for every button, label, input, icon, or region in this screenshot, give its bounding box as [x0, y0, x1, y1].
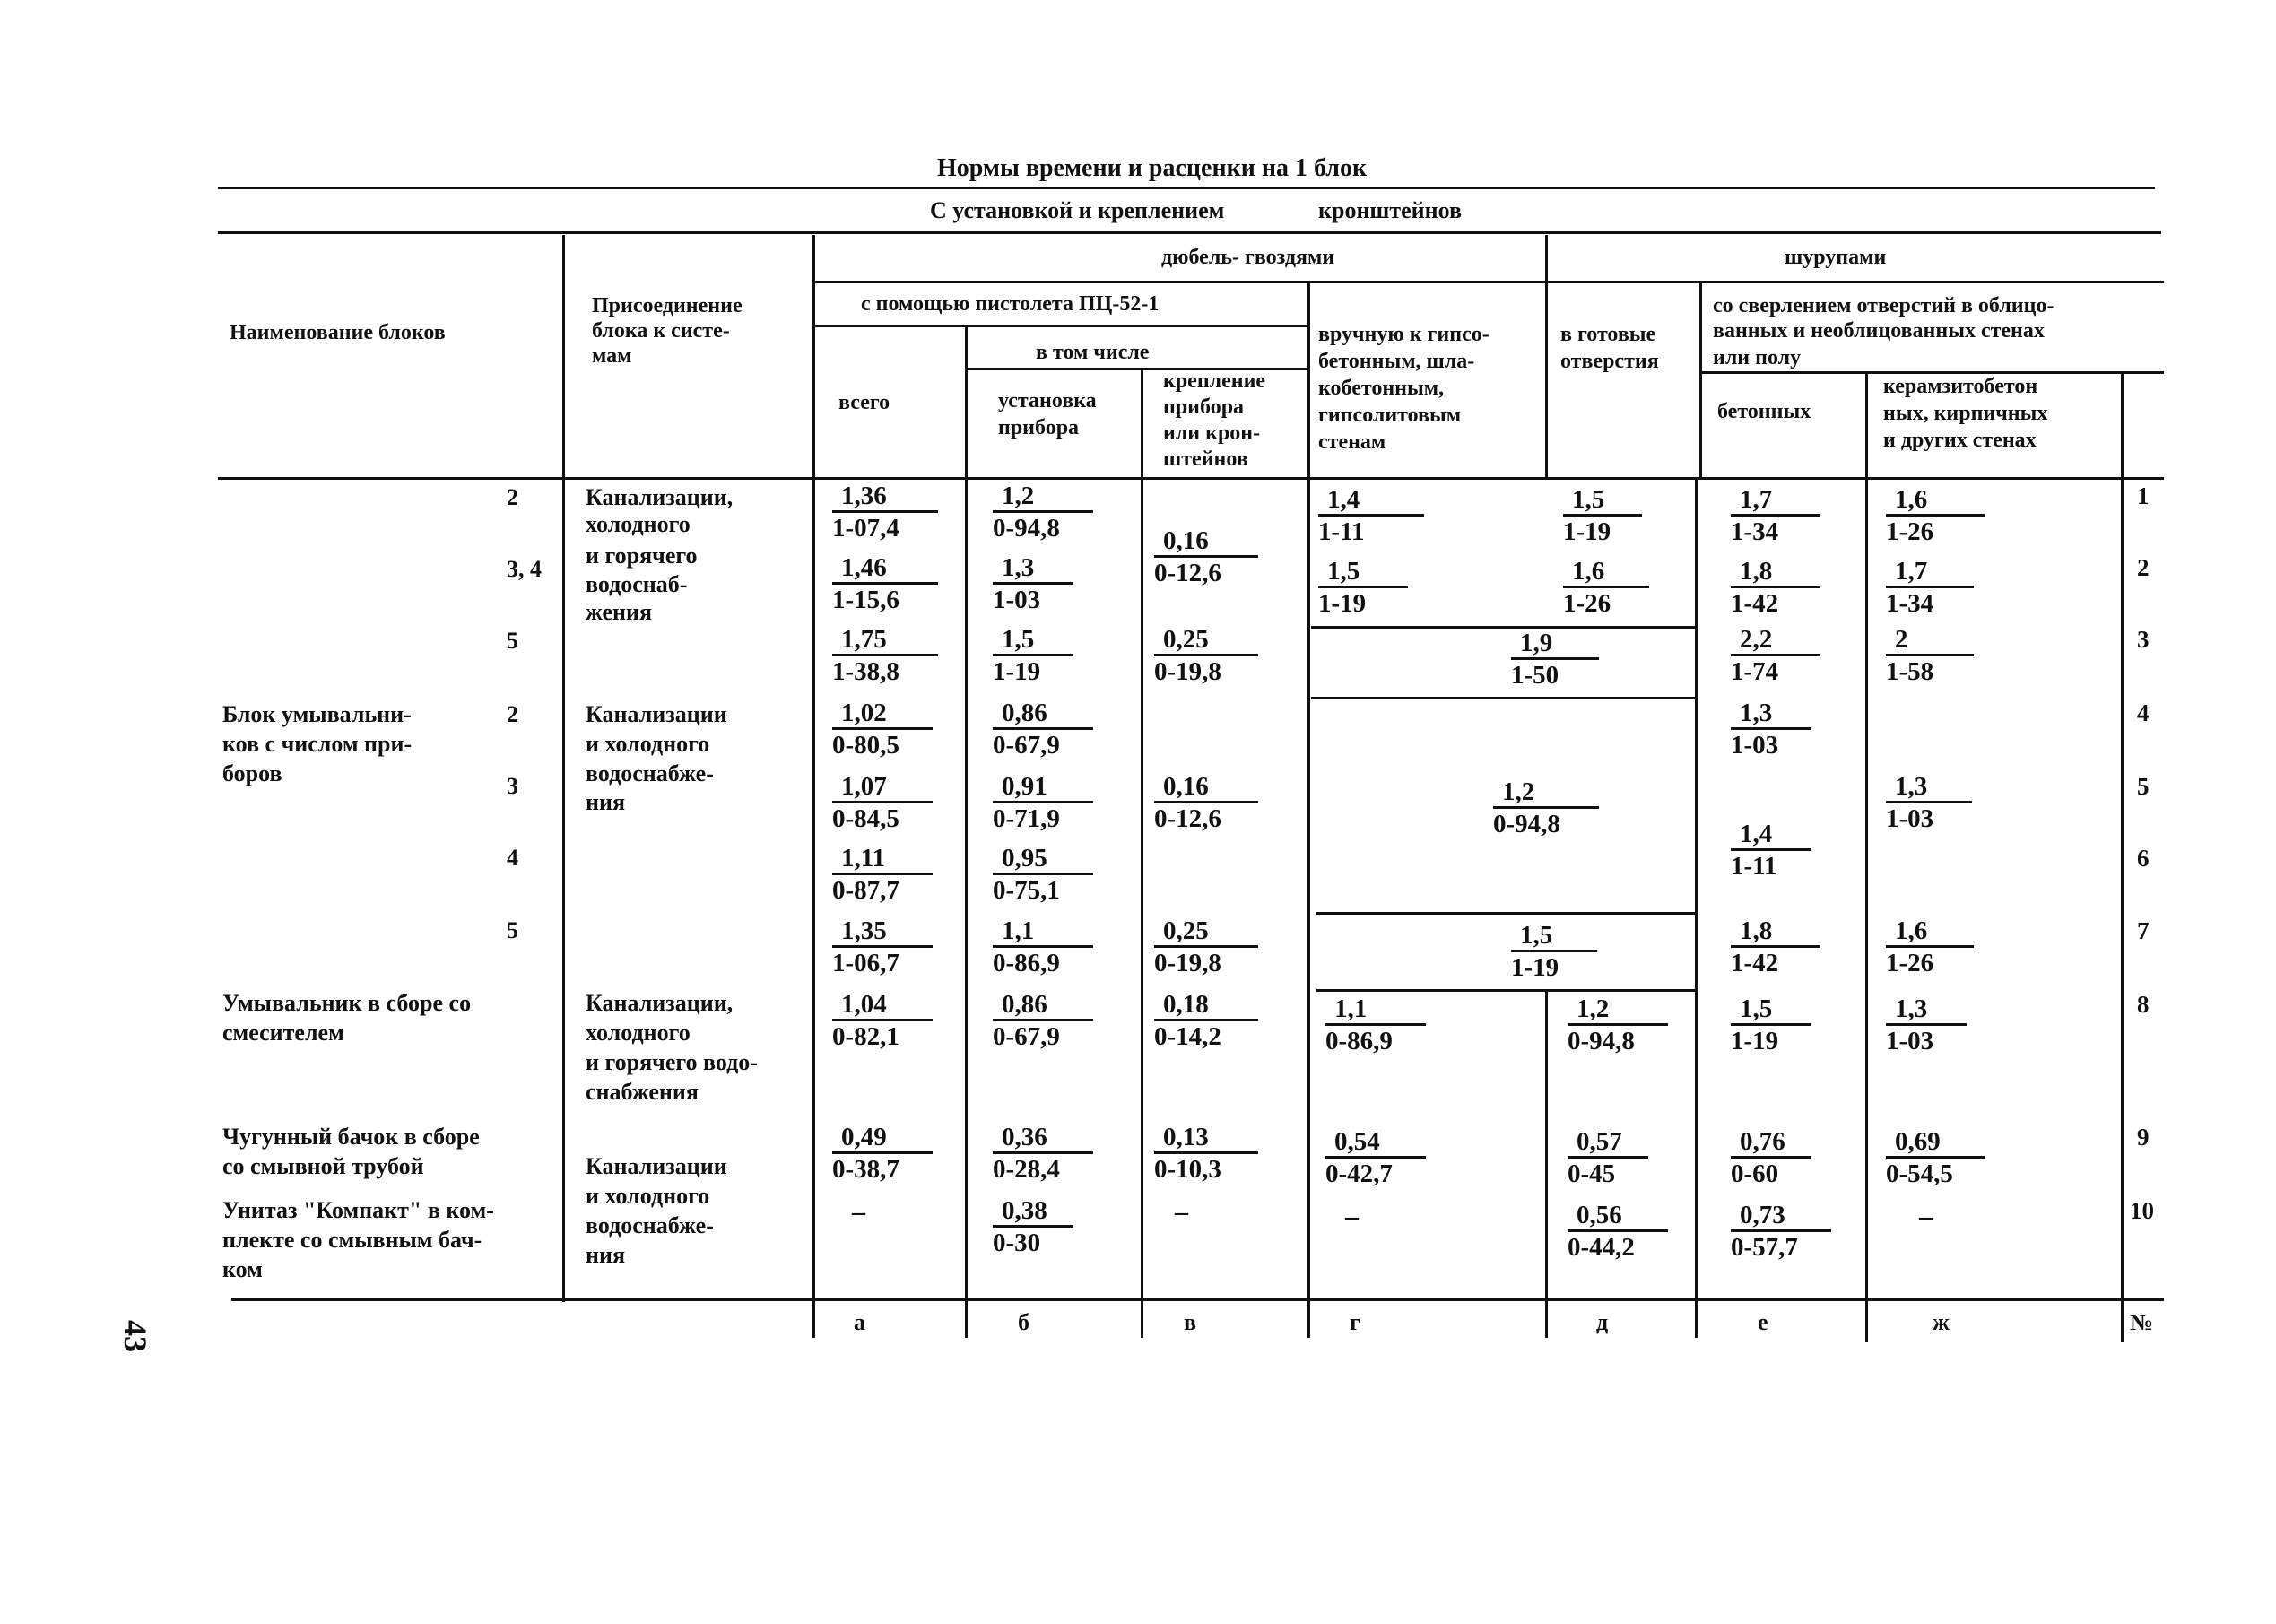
value-r4-e	[1731, 699, 1811, 760]
value-r7-a	[832, 917, 933, 977]
value-num: 2	[1886, 626, 1974, 656]
conn3-line3: и горячего водо-	[586, 1049, 758, 1075]
value-num: 1,4	[1318, 486, 1424, 517]
value-num: 0,95	[993, 845, 1093, 875]
page-title: Нормы времени и расценки на 1 блок	[937, 154, 1368, 182]
value-r3-e	[1731, 626, 1820, 686]
header-fix-2: прибора	[1163, 395, 1245, 419]
conn1-line5: жения	[586, 599, 653, 625]
value-r5-zh	[1886, 773, 1972, 833]
count-2: 2	[507, 484, 518, 510]
conn2-line2: и холодного	[586, 731, 710, 757]
value-r1-d	[1563, 486, 1642, 546]
block-name-1: Блок умывальни-	[222, 701, 412, 727]
merge-rule-4	[1316, 989, 1695, 992]
value-num: 1,6	[1886, 486, 1985, 517]
value-r9-e	[1731, 1128, 1811, 1188]
value-r8-a	[832, 991, 933, 1051]
value-num: 1,7	[1731, 486, 1820, 517]
conn1-line2: холодного	[586, 511, 691, 537]
value-r7-b	[993, 917, 1093, 977]
value-r2-a	[832, 554, 938, 614]
value-den: 0-12,6	[1154, 559, 1221, 588]
value-den: 0-84,5	[832, 804, 899, 834]
conn3-line4: снабжения	[586, 1079, 699, 1105]
value-r10-g-dash: –	[1345, 1202, 1359, 1231]
value-r2-zh	[1886, 558, 1974, 618]
value-num: 1,9	[1511, 630, 1599, 660]
value-r7-zh	[1886, 917, 1974, 977]
header-incl: в том числе	[1036, 341, 1150, 364]
row-number-9: 9	[2137, 1124, 2150, 1151]
value-den: 0-86,9	[1325, 1027, 1393, 1056]
conn1-line3: и горячего	[586, 543, 698, 569]
value-r5-b	[993, 773, 1093, 833]
subtitle-right: кронштейнов	[1318, 197, 1463, 223]
conn4-line4: ния	[586, 1242, 626, 1268]
value-num: 2,2	[1731, 626, 1820, 656]
washbasin-name-2: смесителем	[222, 1020, 344, 1046]
col-letter-b: б	[1018, 1309, 1029, 1335]
value-den: 1-03	[993, 586, 1041, 615]
header-conn-2: блока к систе-	[592, 319, 730, 343]
value-den: 0-19,8	[1154, 657, 1221, 687]
value-den: 1-26	[1886, 949, 1934, 978]
col-line-e	[1699, 281, 1702, 478]
col-line-d	[1545, 235, 1548, 480]
header-manual-2: бетонным, шла-	[1318, 350, 1475, 373]
row-number-5: 5	[2137, 773, 2150, 800]
value-den: 0-45	[1568, 1159, 1616, 1189]
merge-rule-3	[1316, 912, 1695, 915]
value-r1-zh	[1886, 486, 1985, 546]
toilet-name-1: Унитаз "Компакт" в ком-	[222, 1197, 494, 1223]
value-den: 0-10,3	[1154, 1155, 1221, 1185]
value-r56-gd	[1493, 778, 1599, 838]
value-r3-gd	[1511, 630, 1599, 690]
value-r10-e	[1731, 1202, 1831, 1262]
value-num: 0,25	[1154, 917, 1258, 948]
block-name-3: боров	[222, 760, 282, 786]
header-ready-1: в готовые	[1560, 323, 1656, 346]
value-den: 1-19	[1731, 1027, 1779, 1056]
value-r7-v	[1154, 917, 1258, 977]
value-r8-g	[1325, 995, 1426, 1055]
value-den: 0-86,9	[993, 949, 1060, 978]
value-r2-g	[1318, 558, 1408, 618]
value-num: 0,57	[1568, 1128, 1648, 1159]
value-r7-e	[1731, 917, 1820, 977]
header-rule-drill	[1702, 371, 2164, 374]
value-den: 1-03	[1886, 1027, 1934, 1056]
value-r1-b	[993, 482, 1093, 543]
value-num: 1,5	[1318, 558, 1408, 588]
value-den: 0-28,4	[993, 1155, 1060, 1185]
value-den: 1-74	[1731, 657, 1779, 687]
value-num: 0,49	[832, 1124, 933, 1154]
value-den: 0-54,5	[1886, 1159, 1953, 1189]
value-num: 1,07	[832, 773, 933, 803]
value-num: 0,69	[1886, 1128, 1985, 1159]
value-den: 1-19	[1511, 953, 1559, 983]
header-concrete: бетонных	[1717, 400, 1811, 423]
value-r1-g	[1318, 486, 1424, 546]
value-num: 1,3	[1731, 699, 1811, 730]
value-r10-b	[993, 1197, 1073, 1257]
value-num: 1,11	[832, 845, 933, 875]
value-den: 1-03	[1886, 804, 1934, 834]
count-5b: 5	[507, 917, 518, 943]
title-rule	[218, 187, 2155, 189]
value-num: 0,73	[1731, 1202, 1831, 1232]
value-r3-v	[1154, 626, 1258, 686]
header-total: всего	[838, 391, 890, 414]
value-r8-d	[1568, 995, 1668, 1055]
tank-name-2: со смывной трубой	[222, 1153, 424, 1179]
conn2-line4: ния	[586, 789, 626, 815]
value-den: 0-82,1	[832, 1022, 899, 1052]
value-num: 1,3	[993, 554, 1073, 585]
header-ceramsite-1: керамзитобетон	[1883, 375, 2038, 398]
col-line-g	[1307, 281, 1310, 1338]
value-num: 0,16	[1154, 527, 1258, 558]
row-number-6: 6	[2137, 845, 2150, 872]
value-num: 1,75	[832, 626, 938, 656]
toilet-name-2: плекте со смывным бач-	[222, 1227, 482, 1253]
row-number-4: 4	[2137, 699, 2150, 726]
header-manual-3: кобетонным,	[1318, 377, 1445, 400]
value-r3-b	[993, 626, 1073, 686]
header-top-rule	[218, 231, 2161, 234]
value-num: 0,13	[1154, 1124, 1258, 1154]
value-r10-v-dash: –	[1175, 1197, 1188, 1227]
header-name: Наименование блоков	[230, 321, 446, 344]
value-r9-b	[993, 1124, 1093, 1184]
value-num: 1,8	[1731, 558, 1820, 588]
subtitle-left: С установкой и креплением	[930, 197, 1225, 223]
row-number-8: 8	[2137, 991, 2150, 1018]
value-num: 1,2	[1493, 778, 1599, 809]
header-pistol: с помощью пистолета ПЦ-52-1	[861, 292, 1160, 316]
page-number: 43	[117, 1320, 153, 1352]
row-number-2: 2	[2137, 554, 2150, 581]
value-r12-v	[1154, 527, 1258, 587]
table-bottom-rule	[231, 1298, 2164, 1301]
col-letter-g: г	[1350, 1309, 1360, 1335]
value-r2-d	[1563, 558, 1649, 618]
col-letter-e: е	[1758, 1309, 1768, 1335]
header-screw: шурупами	[1785, 246, 1887, 269]
value-num: 0,54	[1325, 1128, 1426, 1159]
tank-name-1: Чугунный бачок в сборе	[222, 1124, 480, 1150]
washbasin-name-1: Умывальник в сборе со	[222, 990, 472, 1016]
value-den: 0-30	[993, 1229, 1041, 1258]
value-r8-b	[993, 991, 1093, 1051]
header-dowel: дюбель- гвоздями	[1161, 246, 1335, 269]
value-r6-a	[832, 845, 933, 905]
value-num: 1,5	[1731, 995, 1811, 1026]
value-r3-a	[832, 626, 938, 686]
value-r2-b	[993, 554, 1073, 614]
row-number-1: 1	[2137, 482, 2150, 509]
value-den: 1-26	[1886, 517, 1934, 547]
merge-rule-2	[1311, 697, 1697, 699]
value-r10-a-dash: –	[852, 1197, 865, 1227]
row-number-3: 3	[2137, 626, 2150, 653]
value-den: 0-87,7	[832, 876, 899, 906]
value-den: 0-67,9	[993, 1022, 1060, 1052]
conn3-line2: холодного	[586, 1020, 691, 1046]
value-num: 1,7	[1886, 558, 1974, 588]
row-number-10: 10	[2130, 1197, 2154, 1224]
header-fix-3: или крон-	[1163, 421, 1261, 445]
conn1-line1: Канализации,	[586, 484, 734, 510]
col-line-zh	[1865, 371, 1868, 1342]
value-num: 1,4	[1731, 821, 1811, 851]
value-den: 1-19	[1318, 589, 1367, 619]
value-r2-e	[1731, 558, 1820, 618]
header-drill-3: или полу	[1713, 346, 1802, 369]
value-num: 0,86	[993, 991, 1093, 1021]
value-num: 1,2	[1568, 995, 1668, 1026]
col-line-v	[1141, 368, 1143, 1338]
value-r4-a	[832, 699, 933, 760]
header-rule-dowel	[814, 281, 2164, 283]
value-r6-b	[993, 845, 1093, 905]
col-line-a	[812, 235, 815, 1338]
value-den: 1-07,4	[832, 514, 899, 543]
value-num: 1,35	[832, 917, 933, 948]
value-r9-v	[1154, 1124, 1258, 1184]
header-ceramsite-3: и других стенах	[1883, 429, 2037, 452]
block-name-2: ков с числом при-	[222, 731, 413, 757]
value-num: 0,36	[993, 1124, 1093, 1154]
value-den: 0-71,9	[993, 804, 1060, 834]
value-r10-d	[1568, 1202, 1668, 1262]
count-2b: 2	[507, 701, 518, 727]
value-r5-a	[832, 773, 933, 833]
value-den: 0-75,1	[993, 876, 1060, 906]
value-den: 1-15,6	[832, 586, 899, 615]
header-fix-4: штейнов	[1163, 447, 1248, 471]
value-den: 0-94,8	[1493, 810, 1560, 839]
header-bottom-rule	[218, 477, 2164, 480]
value-den: 1-06,7	[832, 949, 899, 978]
value-r10-zh-dash: –	[1919, 1202, 1933, 1231]
count-3: 3	[507, 773, 518, 799]
value-r3-zh	[1886, 626, 1974, 686]
value-num: 1,5	[1511, 922, 1597, 952]
value-r8-e	[1731, 995, 1811, 1055]
value-num: 0,86	[993, 699, 1093, 730]
header-manual-5: стенам	[1318, 430, 1386, 454]
value-den: 1-19	[1563, 517, 1611, 547]
conn3-line1: Канализации,	[586, 990, 734, 1016]
value-den: 1-34	[1731, 517, 1779, 547]
value-num: 1,04	[832, 991, 933, 1021]
value-num: 0,91	[993, 773, 1093, 803]
value-num: 0,16	[1154, 773, 1258, 803]
value-r9-g	[1325, 1128, 1426, 1188]
conn2-line3: водоснабже-	[586, 760, 714, 786]
conn2-line1: Канализации	[586, 701, 727, 727]
value-num: 1,3	[1886, 995, 1967, 1026]
value-den: 0-94,8	[1568, 1027, 1635, 1056]
value-num: 1,8	[1731, 917, 1820, 948]
value-den: 0-60	[1731, 1159, 1779, 1189]
value-den: 0-14,2	[1154, 1022, 1221, 1052]
value-den: 0-19,8	[1154, 949, 1221, 978]
col-letter-a: а	[854, 1309, 865, 1335]
value-num: 0,38	[993, 1197, 1073, 1228]
header-conn-1: Присоединение	[592, 294, 743, 317]
value-den: 0-80,5	[832, 731, 899, 760]
value-num: 0,56	[1568, 1202, 1668, 1232]
value-r9-d	[1568, 1128, 1648, 1188]
header-drill-1: со сверлением отверстий в облицо-	[1713, 294, 2054, 317]
value-den: 0-94,8	[993, 514, 1060, 543]
value-r1-e	[1731, 486, 1820, 546]
value-den: 1-58	[1886, 657, 1934, 687]
value-den: 0-12,6	[1154, 804, 1221, 834]
header-manual-4: гипсолитовым	[1318, 404, 1462, 427]
count-5: 5	[507, 628, 518, 654]
col-line-b	[965, 325, 968, 1338]
toilet-name-3: ком	[222, 1256, 263, 1282]
value-r8-zh	[1886, 995, 1967, 1055]
value-den: 0-67,9	[993, 731, 1060, 760]
col-line-no	[2121, 371, 2124, 1342]
value-num: 1,46	[832, 554, 938, 585]
value-num: 0,76	[1731, 1128, 1811, 1159]
col-letter-d: д	[1596, 1309, 1609, 1335]
value-den: 0-44,2	[1568, 1233, 1635, 1263]
value-den: 1-50	[1511, 661, 1559, 690]
value-num: 0,25	[1154, 626, 1258, 656]
value-num: 1,1	[1325, 995, 1426, 1026]
value-num: 1,6	[1886, 917, 1974, 948]
col-line-conn	[562, 235, 565, 1302]
col-letter-zh: ж	[1933, 1309, 1950, 1335]
header-install-1: установка	[998, 389, 1097, 413]
value-r1-a	[832, 482, 938, 543]
value-den: 0-38,7	[832, 1155, 899, 1185]
header-drill-2: ванных и необлицованных стенах	[1713, 319, 2045, 343]
value-r5-v	[1154, 773, 1258, 833]
count-4: 4	[507, 845, 518, 871]
merge-rule-1	[1311, 626, 1697, 629]
value-den: 1-11	[1731, 852, 1777, 881]
value-den: 1-19	[993, 657, 1041, 687]
col-line-d2	[1545, 989, 1548, 1338]
conn4-line3: водоснабже-	[586, 1212, 714, 1238]
value-r4-b	[993, 699, 1093, 760]
value-den: 0-42,7	[1325, 1159, 1393, 1189]
value-den: 1-42	[1731, 949, 1779, 978]
value-r9-zh	[1886, 1128, 1985, 1188]
value-num: 1,5	[993, 626, 1073, 656]
header-ceramsite-2: ных, кирпичных	[1883, 402, 2048, 425]
header-rule-pistol	[814, 325, 1308, 327]
value-den: 1-03	[1731, 731, 1779, 760]
value-den: 1-38,8	[832, 657, 899, 687]
value-den: 1-26	[1563, 589, 1611, 619]
value-num: 1,6	[1563, 558, 1649, 588]
value-num: 1,2	[993, 482, 1093, 513]
col-letter-v: в	[1184, 1309, 1197, 1335]
value-num: 1,1	[993, 917, 1093, 948]
value-den: 1-11	[1318, 517, 1365, 547]
col-line-e2	[1695, 480, 1698, 1338]
conn4-line2: и холодного	[586, 1183, 710, 1209]
header-conn-3: мам	[592, 344, 632, 368]
value-num: 1,02	[832, 699, 933, 730]
header-install-2: прибора	[998, 416, 1080, 439]
value-r6-e	[1731, 821, 1811, 881]
value-r8-v	[1154, 991, 1258, 1051]
value-num: 1,5	[1563, 486, 1642, 517]
header-ready-2: отверстия	[1560, 350, 1659, 373]
value-r7-gd	[1511, 922, 1597, 982]
value-r9-a	[832, 1124, 933, 1184]
value-den: 1-42	[1731, 589, 1779, 619]
col-letter-no: №	[2130, 1309, 2154, 1335]
value-den: 1-34	[1886, 589, 1934, 619]
value-num: 1,3	[1886, 773, 1972, 803]
value-num: 0,18	[1154, 991, 1258, 1021]
value-den: 0-57,7	[1731, 1233, 1798, 1263]
count-3-4: 3, 4	[507, 556, 542, 582]
value-num: 1,36	[832, 482, 938, 513]
header-manual-1: вручную к гипсо-	[1318, 323, 1490, 346]
row-number-7: 7	[2137, 917, 2150, 944]
conn1-line4: водоснаб-	[586, 571, 688, 597]
conn4-line1: Канализации	[586, 1153, 727, 1179]
header-fix-1: крепление	[1163, 369, 1266, 393]
